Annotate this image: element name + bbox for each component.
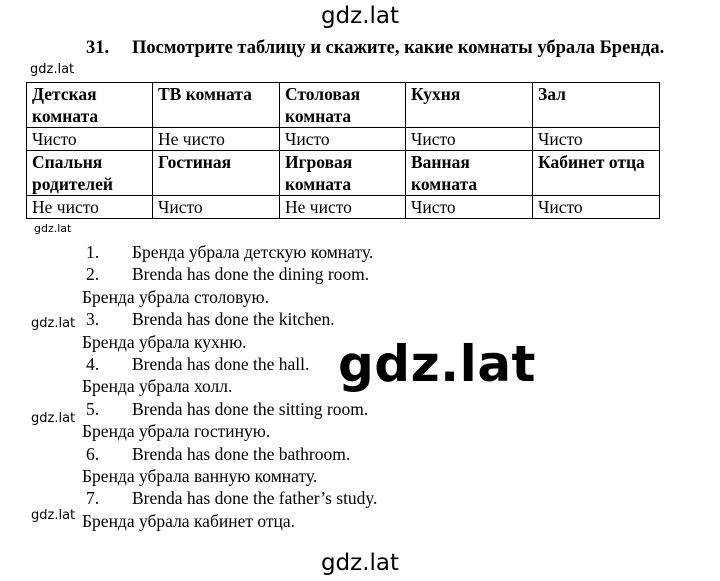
- answer-text: Brenda has done the dining room.: [132, 264, 370, 285]
- table-cell: Чисто: [406, 196, 533, 219]
- answer-translation: Бренда убрала ванную комнату.: [82, 465, 318, 486]
- answer-text: Brenda has done the kitchen.: [132, 309, 335, 330]
- table-header-cell: Ванная комната: [406, 151, 533, 196]
- table-cell: Чисто: [533, 128, 660, 151]
- answer-number: 4.: [86, 353, 100, 374]
- answer-text: Brenda has done the bathroom.: [132, 443, 351, 464]
- answer-translation: Бренда убрала гостиную.: [82, 421, 271, 442]
- answer-item: [82, 443, 377, 465]
- answer-item: [82, 487, 377, 509]
- watermark-left: gdz.lat: [31, 508, 76, 523]
- answer-list: [82, 241, 377, 532]
- exercise-instruction: Посмотрите таблицу и скажите, какие комнаты убрала Бренда.: [132, 38, 665, 58]
- answer-item: [82, 353, 377, 375]
- table-header-cell: Игровая комната: [280, 151, 406, 196]
- answer-translation: Бренда убрала кухню.: [82, 331, 247, 352]
- table-header-cell: Гостиная: [153, 151, 280, 196]
- answer-item: [82, 308, 377, 330]
- answer-number: 5.: [86, 398, 100, 419]
- watermark-bottom: gdz.lat: [320, 550, 400, 576]
- watermark-left: gdz.lat: [31, 411, 76, 426]
- answer-item: [82, 263, 377, 285]
- answer-translation: Бренда убрала холл.: [82, 376, 233, 397]
- watermark-left: gdz.lat: [30, 62, 75, 77]
- table-cell: Чисто: [153, 196, 280, 219]
- watermark-left: gdz.lat: [31, 316, 76, 331]
- table-header-row: [27, 83, 660, 128]
- answer-text: Brenda has done the father’s study.: [132, 488, 378, 509]
- answer-number: 7.: [86, 488, 100, 509]
- table-cell: Чисто: [533, 196, 660, 219]
- table-row: [27, 196, 660, 219]
- table-row: [27, 128, 660, 151]
- table-cell: Чисто: [406, 128, 533, 151]
- answer-item: [82, 398, 377, 420]
- watermark-center: gdz.lat: [338, 335, 536, 393]
- answer-translation: Бренда убрала кабинет отца.: [82, 510, 296, 531]
- table-header-cell: Кабинет отца: [533, 151, 660, 196]
- answer-translation: Бренда убрала столовую.: [82, 286, 269, 307]
- answer-number: 6.: [86, 443, 100, 464]
- table-cell: Чисто: [280, 128, 406, 151]
- exercise-title: [86, 38, 664, 59]
- table-header-cell: Столовая комната: [280, 83, 406, 128]
- table-cell: Не чисто: [153, 128, 280, 151]
- answer-number: 1.: [86, 242, 100, 262]
- exercise-number: 31.: [86, 38, 110, 58]
- table-header-cell: Зал: [533, 83, 660, 128]
- table-cell: Не чисто: [280, 196, 406, 219]
- table-header-row: [27, 151, 660, 196]
- answer-number: 3.: [86, 309, 100, 330]
- table-cell: Чисто: [27, 128, 153, 151]
- watermark-left: gdz.lat: [34, 222, 72, 235]
- rooms-table: [26, 82, 660, 219]
- answer-number: 2.: [86, 264, 100, 285]
- table-header-cell: Кухня: [406, 83, 533, 128]
- table-header-cell: Детская комната: [27, 83, 153, 128]
- answer-text: Бренда убрала детскую комнату.: [132, 242, 374, 262]
- watermark-top: gdz.lat: [320, 3, 400, 29]
- answer-item: [82, 241, 377, 263]
- table-header-cell: Спальня родителей: [27, 151, 153, 196]
- table-cell: Не чисто: [27, 196, 153, 219]
- answer-text: Brenda has done the hall.: [132, 353, 310, 374]
- answer-text: Brenda has done the sitting room.: [132, 398, 369, 419]
- table-header-cell: ТВ комната: [153, 83, 280, 128]
